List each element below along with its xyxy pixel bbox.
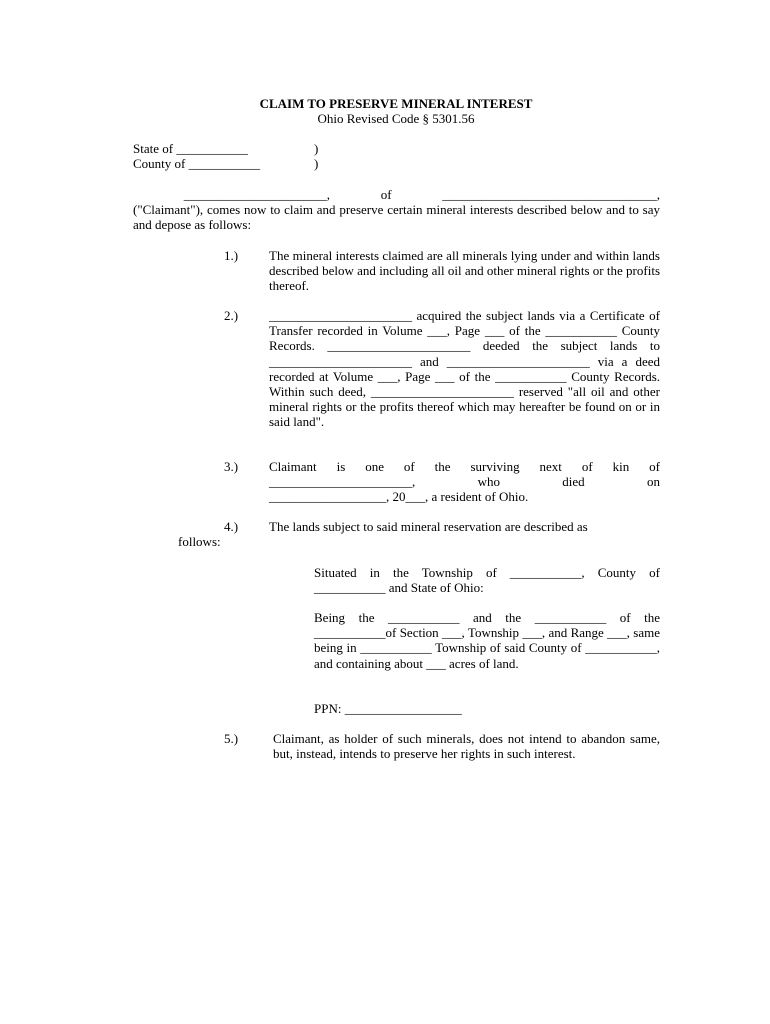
word: kin <box>612 459 630 474</box>
paragraph-text: Claimant, as holder of such minerals, does not intend to abandon same, but, instead, intends to preserve her rights in such interest. <box>273 731 660 762</box>
venue-block <box>133 141 319 172</box>
word: the <box>434 459 451 474</box>
paragraph-number: 5.) <box>224 731 239 746</box>
intro-of: of <box>380 187 392 202</box>
word: of <box>581 459 593 474</box>
paragraph-number: 3.) <box>224 459 239 474</box>
claimant-address-blank: _________________________________, <box>442 187 660 202</box>
paragraph-text: ______________________ acquired the subject lands via a Certificate of Transfer recorded in Volume ___, Page ___ of the ___________ County Records. ______________________ deeded the subject lands to ______________________ and ______________________ via a deed recorded at Volume ___, Page ___ of the ___________ County Records. Within such deed, ______________________ reserved "all oil and other mineral rights or the profits thereof which may hereafter be found on or in said land". <box>269 308 660 430</box>
paragraph-number: 1.) <box>224 248 239 263</box>
paragraph-text <box>269 459 660 505</box>
word: died <box>562 474 585 490</box>
land-situated: Situated in the Township of ___________, County of ___________ and State of Ohio: <box>314 565 660 596</box>
word: ______________________, <box>269 474 416 490</box>
word: surviving <box>470 459 520 474</box>
word: Claimant <box>269 459 317 474</box>
paragraph-line <box>269 474 660 489</box>
document-subtitle: Ohio Revised Code § 5301.56 <box>317 111 475 126</box>
word: who <box>477 474 500 490</box>
document-title: CLAIM TO PRESERVE MINERAL INTEREST <box>259 96 533 111</box>
paragraph-continuation: follows: <box>178 534 221 549</box>
word: one <box>365 459 384 474</box>
venue-paren: ) <box>314 141 319 156</box>
paragraph-number: 4.) <box>224 519 239 534</box>
land-description: Being the ___________ and the ___________ of the ___________of Section ___, Township ___, and Range ___, same being in ___________ Township of said County of ___________, and containing about ___ acres of land. <box>314 610 660 671</box>
venue-state: State of ___________ <box>133 141 248 156</box>
word: next <box>539 459 562 474</box>
word: of <box>403 459 415 474</box>
paragraph-text: The mineral interests claimed are all minerals lying under and within lands described below and including all oil and other mineral rights or the profits thereof. <box>269 248 660 294</box>
land-ppn: PPN: __________________ <box>314 701 462 716</box>
paragraph-text: The lands subject to said mineral reservation are described as <box>269 519 588 534</box>
venue-paren: ) <box>314 156 319 172</box>
paragraph-line: __________________, 20___, a resident of Ohio. <box>269 489 529 505</box>
claimant-name-blank: ______________________, <box>183 187 330 202</box>
intro-text: ("Claimant"), comes now to claim and preserve certain mineral interests described below and to say and depose as follows: <box>133 202 660 233</box>
word: on <box>646 474 660 490</box>
word: of <box>649 459 660 474</box>
venue-county: County of ___________ <box>133 156 261 172</box>
paragraph-number: 2.) <box>224 308 239 323</box>
word: is <box>336 459 346 474</box>
paragraph-line <box>269 459 660 474</box>
intro-line <box>133 187 660 202</box>
